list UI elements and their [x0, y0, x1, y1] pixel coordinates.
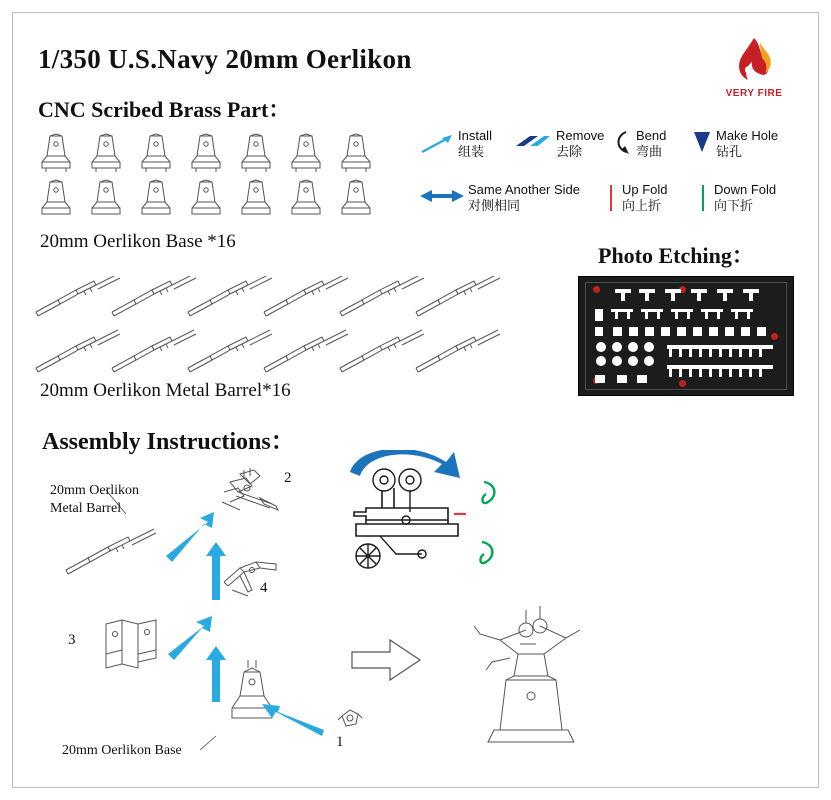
legend-item-same-side: Same Another Side 对侧相同: [468, 182, 581, 214]
photo-etch-parts: [587, 285, 785, 387]
brand-logo: [708, 36, 800, 104]
svg-text:1: 1: [336, 734, 344, 750]
photo-etch-fret: [578, 276, 794, 396]
assembly-diagram: [40, 450, 800, 770]
down-fold-icon: [696, 184, 710, 212]
same-side-icon: [420, 188, 464, 204]
legend-item-remove: Remove 去除: [556, 128, 605, 160]
section-title-assembly: Assembly Instructions：: [42, 429, 295, 455]
page-title: 1/350 U.S.Navy 20mm Oerlikon: [38, 44, 412, 74]
svg-text:3: 3: [68, 632, 76, 648]
legend-item-make-hole: Make Hole 钻孔: [716, 128, 779, 160]
barrel-parts-group: [34, 276, 554, 376]
flame-icon: [708, 36, 800, 88]
label-base: 20mm Oerlikon Base: [62, 743, 182, 758]
svg-text:2: 2: [284, 470, 292, 486]
section-title-cnc: CNC Scribed Brass Part：: [38, 97, 291, 122]
legend-item-bend: Bend 弯曲: [636, 128, 667, 160]
section-title-photo-etching: Photo Etching：: [598, 243, 754, 268]
install-arrow-icon: [420, 134, 454, 154]
bend-icon: [612, 130, 632, 156]
legend-item-down-fold: Down Fold 向下折: [714, 182, 777, 214]
caption-barrel-parts: 20mm Oerlikon Metal Barrel*16: [40, 380, 291, 401]
up-fold-icon: [604, 184, 618, 212]
legend-item-up-fold: Up Fold 向上折: [622, 182, 668, 214]
brand-name: VERY FIRE: [725, 88, 783, 99]
remove-icon: [516, 136, 550, 150]
label-metal-barrel: 20mm Oerlikon Metal Barrel: [50, 483, 140, 516]
svg-text:4: 4: [260, 580, 268, 596]
legend: [420, 128, 800, 213]
legend-item-install: Install 组装: [458, 128, 492, 160]
make-hole-icon: [692, 130, 712, 156]
caption-base-parts: 20mm Oerlikon Base *16: [40, 231, 236, 252]
base-parts-group: [36, 128, 416, 220]
